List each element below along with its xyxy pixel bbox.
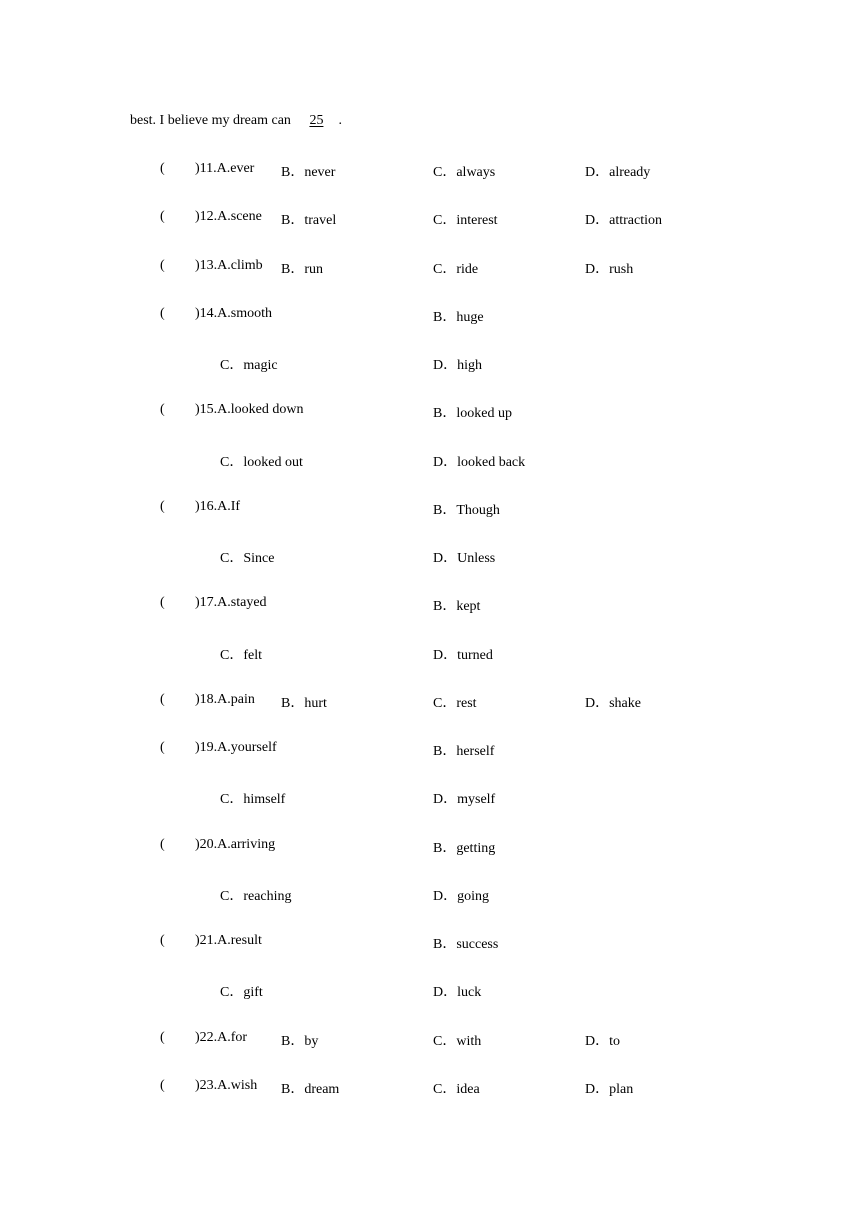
answer-paren: (: [160, 209, 165, 224]
question-stem: )18.A.pain: [195, 692, 255, 707]
question-stem: )20.A.arriving: [195, 837, 276, 852]
question-stem: )17.A.stayed: [195, 595, 267, 610]
option-b: B．looked up: [433, 406, 512, 421]
answer-blank-25: 25: [309, 113, 324, 128]
option-c: C．magic: [220, 358, 278, 373]
option-c: C．reaching: [220, 889, 292, 904]
intro-text: best. I believe my dream can: [130, 113, 295, 128]
option-d: D．turned: [433, 648, 493, 663]
question-stem: )11.A.ever: [195, 161, 255, 176]
option-b: B．getting: [433, 841, 496, 856]
option-c: C．idea: [433, 1082, 480, 1097]
answer-paren: (: [160, 933, 165, 948]
answer-paren: (: [160, 740, 165, 755]
option-d: D．high: [433, 358, 482, 373]
answer-paren: (: [160, 837, 165, 852]
option-b: B．huge: [433, 310, 484, 325]
option-d: D．rush: [585, 262, 634, 277]
option-c: C．with: [433, 1034, 482, 1049]
option-b: B．by: [281, 1034, 319, 1049]
option-d: D．plan: [585, 1082, 634, 1097]
intro-sentence: [130, 113, 342, 129]
option-b: B．herself: [433, 744, 495, 759]
option-d: D．luck: [433, 985, 482, 1000]
option-c: C．rest: [433, 696, 477, 711]
option-d: D．shake: [585, 696, 641, 711]
option-d: D．myself: [433, 792, 496, 807]
option-b: B．travel: [281, 213, 337, 228]
answer-paren: (: [160, 595, 165, 610]
option-c: C．always: [433, 165, 496, 180]
answer-paren: (: [160, 402, 165, 417]
option-b: B．dream: [281, 1082, 340, 1097]
answer-paren: (: [160, 499, 165, 514]
option-c: C．felt: [220, 648, 262, 663]
option-c: C．Since: [220, 551, 275, 566]
option-d: D．already: [585, 165, 651, 180]
option-b: B．kept: [433, 599, 481, 614]
option-d: D．looked back: [433, 455, 526, 470]
option-b: B．Though: [433, 503, 500, 518]
option-d: D．to: [585, 1034, 620, 1049]
answer-paren: (: [160, 692, 165, 707]
question-stem: )14.A.smooth: [195, 306, 272, 321]
option-c: C．gift: [220, 985, 263, 1000]
answer-paren: (: [160, 1078, 165, 1093]
answer-paren: (: [160, 1030, 165, 1045]
question-stem: )21.A.result: [195, 933, 262, 948]
answer-paren: (: [160, 306, 165, 321]
answer-paren: (: [160, 161, 165, 176]
question-stem: )22.A.for: [195, 1030, 248, 1045]
question-stem: )15.A.looked down: [195, 402, 304, 417]
question-stem: )12.A.scene: [195, 209, 262, 224]
option-d: D．going: [433, 889, 489, 904]
answer-paren: (: [160, 258, 165, 273]
option-d: D．attraction: [585, 213, 662, 228]
option-c: C．ride: [433, 262, 479, 277]
intro-end: .: [338, 113, 342, 128]
option-b: B．run: [281, 262, 323, 277]
option-b: B．never: [281, 165, 336, 180]
option-c: C．himself: [220, 792, 286, 807]
option-b: B．success: [433, 937, 499, 952]
question-stem: )13.A.climb: [195, 258, 263, 273]
option-b: B．hurt: [281, 696, 327, 711]
option-d: D．Unless: [433, 551, 496, 566]
question-stem: )16.A.If: [195, 499, 241, 514]
option-c: C．interest: [433, 213, 498, 228]
question-stem: )19.A.yourself: [195, 740, 277, 755]
question-stem: )23.A.wish: [195, 1078, 258, 1093]
option-c: C．looked out: [220, 455, 303, 470]
